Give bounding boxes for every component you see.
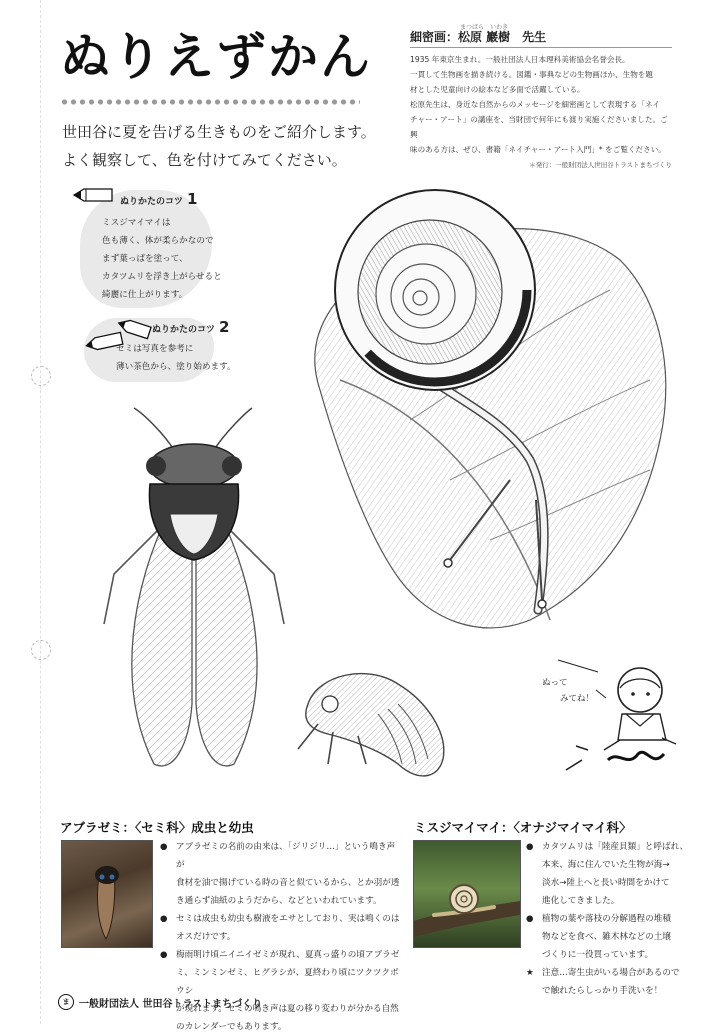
star-mark: ★ [526, 968, 534, 978]
artist-bio-line: 松原先生は、身近な自然からのメッセージを細密画として表現する「ネイ [410, 100, 660, 109]
bullet-item [526, 838, 702, 910]
bullet-item [160, 946, 400, 1036]
pencil-icon [72, 186, 116, 208]
subtitle-line: 世田谷に夏を告げる生きものをご紹介します。 [62, 123, 376, 141]
tip2-line: 薄い茶色から、塗り始めます。 [116, 362, 236, 372]
bullet-line: 進化してきました。 [542, 896, 620, 906]
bullet-item [526, 910, 702, 964]
fold-guide-line [40, 0, 41, 1024]
bullet-line: 梅雨明け頃ニイニイゼミが現れ、夏真っ盛りの頃アブラゼ [176, 950, 400, 960]
tip1-line: 綺麗に仕上がります。 [102, 290, 188, 300]
bullet-line: アブラゼミの名前の由来は、「ジリジリ…」という鳴き声が [176, 842, 396, 870]
subtitle [62, 118, 376, 174]
artist-info [410, 24, 672, 173]
artist-bio-line: 材とした児童向けの絵本など多面で活躍している。 [410, 85, 585, 94]
footer [58, 994, 262, 1010]
artist-bio-line: チャー・アート」の講座を、当財団で何年にも渡り実施くださいました。ご興 [410, 115, 668, 139]
bullet-line: カタツムリは「陸産貝類」と呼ばれ、 [542, 842, 689, 852]
bullet-line: 本来、海に住んでいた生物が海→ [542, 860, 670, 870]
bullet-mark: ● [160, 914, 168, 924]
bullet-mark: ● [526, 842, 534, 852]
tip2-label: ぬりかたのコツ [152, 325, 216, 335]
tip1-label: ぬりかたのコツ [120, 197, 184, 207]
bullet-line: 物などを食べ、雑木林などの土壌 [542, 932, 671, 942]
tip1-text [102, 214, 222, 304]
tip1-heading [120, 190, 197, 208]
cicada-section-title: アブラゼミ：〈セミ科〉成虫と幼虫 [60, 820, 254, 835]
speech-line: みてね！ [560, 694, 595, 704]
dotted-divider [60, 98, 360, 106]
snail-bullets [526, 838, 702, 1000]
bullet-item [526, 964, 702, 1000]
artist-bio-line: 1935 年東京生まれ。一般社団法人日本理科美術協会名誉会長。 [410, 55, 630, 64]
bullet-line: 植物の葉や落枝の分解過程の堆積 [542, 914, 671, 924]
bullet-mark: ● [160, 950, 168, 960]
bullet-line: づくりに一役買っています。 [542, 950, 654, 960]
bullet-line: で触れたらしっかり手洗いを！ [542, 986, 663, 996]
bullet-line: 注意…寄生虫がいる場合があるので [542, 968, 680, 978]
artist-bio-line: 一貫して生物画を描き続ける。図鑑・事典などの生物画ほか、生物を題 [410, 70, 653, 79]
bullet-line: き通らず油紙のようだから、などといわれています。 [176, 896, 382, 906]
bullet-line: 淡水→陸上へと長い時間をかけて [542, 878, 670, 888]
artist-bio-line: 味のある方は、ぜひ、書籍「ネイチャー・アート入門」* をご覧ください。 [410, 145, 666, 154]
issuer-note: ＊発行：一般財団法人世田谷トラストまちづくり [529, 161, 672, 169]
snail-photo [413, 840, 521, 948]
bullet-mark: ● [160, 842, 168, 852]
tip1-number: 1 [187, 190, 198, 208]
bullet-line: オスだけです。 [176, 932, 236, 942]
tip1-line: ミスジマイマイは [102, 218, 171, 228]
artist-heading [410, 24, 672, 48]
bullet-line: のカレンダーでもあります。 [176, 1022, 287, 1032]
snail-section-title: ミスジマイマイ：〈オナジマイマイ科〉 [414, 820, 632, 835]
speech-line: ぬって [542, 678, 568, 688]
tip1-line: カタツムリを浮き上がらせると [102, 272, 222, 282]
organization-name: 一般財団法人 世田谷トラストまちづくり [79, 998, 263, 1010]
tip2-text [116, 340, 236, 376]
bullet-line: セミは成虫も幼虫も樹液をエサとしており、実は鳴くのは [176, 914, 400, 924]
cicada-nymph-illustration [288, 664, 458, 788]
cicada-photo [61, 840, 153, 948]
tip1-line: 色も薄く、体が柔らかなので [102, 236, 214, 246]
bullet-line: ミ、ミンミンゼミ、ヒグラシが、夏終わり頃にツクツクボウシ [176, 968, 399, 996]
artist-name-ruby: まつばら いわき [460, 24, 509, 31]
bullet-line: が現れます。セミの鳴き声は夏の移り変わりが分かる自然 [176, 1004, 399, 1014]
adult-cicada-illustration [94, 404, 294, 788]
child-drawing-illustration [548, 650, 688, 790]
tip2-line: セミは写真を参考に [116, 344, 194, 354]
organization-logo-icon: ま [58, 994, 74, 1010]
bullet-line: 食材を油で揚げている時の音と似ているから、とか羽が透 [176, 878, 400, 888]
tip2-number: 2 [219, 318, 230, 336]
punch-hole-mark [31, 366, 51, 386]
tip1-line: まず葉っぱを塗って、 [102, 254, 188, 264]
tip2-heading [152, 318, 229, 336]
subtitle-line: よく観察して、色を付けてみてください。 [62, 151, 347, 169]
bullet-mark: ● [526, 914, 534, 924]
bullet-item [160, 838, 400, 910]
page-title: ぬりえずかん [60, 28, 372, 86]
snail-on-leaf-illustration [280, 180, 680, 644]
punch-hole-mark [31, 640, 51, 660]
artist-heading-text: 細密画：松原 巖樹 先生 [410, 30, 547, 44]
bullet-item [160, 910, 400, 946]
